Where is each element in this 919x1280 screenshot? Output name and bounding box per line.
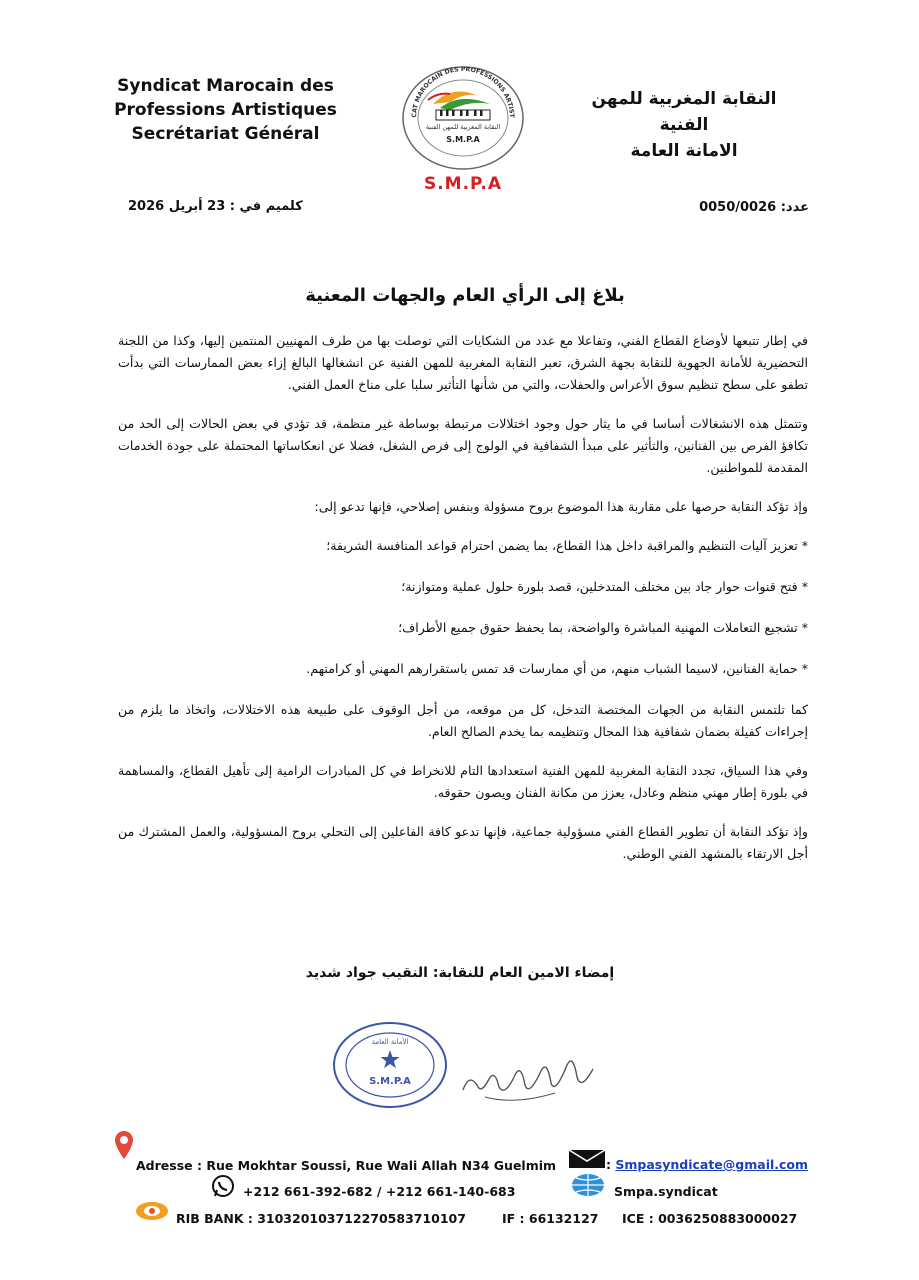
footer-phones: +212 661-392-682 / +212 661-140-683 (243, 1184, 516, 1199)
paragraph: وإذ تؤكد النقابة أن تطوير القطاع الفني مسؤولية جماعية، فإنها تدعو كافة الفاعلين إلى التحلي بروح المسؤولية، والعمل المشترك من أجل الارتقاء بالمشهد الفني الوطني. (118, 824, 808, 861)
org-name-ar-line1: النقابة المغربية للمهن الفنية (591, 89, 777, 135)
email-prefix: : (606, 1157, 611, 1172)
header-arabic (569, 86, 799, 164)
footer-email[interactable] (606, 1157, 808, 1172)
document-body (118, 330, 808, 882)
handwritten-signature (455, 1035, 605, 1110)
signature-line: إمضاء الامين العام للنقابة: النقيب جواد شديد (305, 965, 615, 981)
org-name-fr-line2: Professions Artistiques (114, 100, 337, 120)
footer-rib: RIB BANK : 310320103712270583710107 (176, 1211, 466, 1226)
paragraph: وفي هذا السياق، تجدد النقابة المغربية للمهن الفنية استعدادها التام للانخراط في كل المبادرات الرامية إلى تأهيل القطاع، والمساهمة في بلورة إطار مهني منظم وعادل، يعزز من مكانة الفنان ويصون حقوقه. (118, 763, 808, 800)
org-name-fr-line1: Syndicat Marocain des (117, 76, 334, 96)
footer-website: Smpa.syndicat (614, 1184, 718, 1199)
footer-ice: ICE : 0036250883000027 (622, 1211, 798, 1226)
bullet-item: * حماية الفنانين، لاسيما الشباب منهم، من أي ممارسات قد تمس باستقرارهم المهني أو كرامتهم. (306, 661, 808, 676)
location-pin-icon (114, 1130, 134, 1164)
document-title: بلاغ إلى الرأي العام والجهات المعنية (305, 285, 625, 306)
whatsapp-icon (210, 1174, 236, 1202)
stamp-arabic-text: الأمانة العامة (371, 1038, 409, 1046)
reference-number: عدد: 0050/0026 (699, 200, 809, 215)
globe-icon (570, 1172, 606, 1202)
footer-address: Adresse : Rue Mokhtar Soussi, Rue Wali Allah N34 Guelmim (136, 1158, 557, 1173)
stamp-acronym: S.M.P.A (369, 1076, 411, 1087)
paragraph: وإذ تؤكد النقابة حرصها على مقاربة هذا الموضوع بروح مسؤولة وبنفس إصلاحي، فإنها تدعو إلى: (314, 499, 808, 514)
header-french (98, 74, 353, 146)
document-date: كلميم في : 23 أبريل 2026 (128, 199, 303, 214)
bullet-item: * تشجيع التعاملات المهنية المباشرة والواضحة، بما يحفظ حقوق جميع الأطراف؛ (398, 620, 808, 635)
bullet-item: * تعزيز آليات التنظيم والمراقبة داخل هذا القطاع، بما يضمن احترام قواعد المنافسة الشريفة؛ (326, 538, 808, 553)
footer-if: IF : 66132127 (502, 1211, 599, 1226)
org-name-fr-line3: Secrétariat Général (131, 124, 320, 144)
bank-logo-icon (134, 1200, 170, 1226)
bullet-item: * فتح قنوات حوار جاد بين مختلف المتدخلين، قصد بلورة حلول عملية ومتوازنة؛ (401, 579, 808, 594)
logo-inner-arabic: النقابة المغربية للمهن الفنية (425, 123, 501, 131)
email-link[interactable]: Smpasyndicate@gmail.com (615, 1157, 809, 1172)
logo-arc-text: CAT MAROCAIN DES PROFESSIONS ARTIST (410, 65, 516, 119)
paragraph: وتتمثل هذه الانشغالات أساسا في ما يثار حول وجود اختلالات مرتبطة بوساطة غير منظمة، قد تؤدي في بعض الحالات إلى الحد من تكافؤ الفرص بين الفنانين، والتأثير على مبدأ الشفافية في الولوج إلى فرص الشغل، فضلا عن انعكاساتها المحتملة على جودة الخدمات المقدمة للمواطنين. (118, 416, 808, 475)
official-stamp (330, 1020, 450, 1110)
organization-logo (398, 62, 528, 172)
acronym-red: S.M.P.A (423, 174, 503, 194)
logo-acronym: S.M.P.A (446, 135, 480, 144)
org-name-ar-line2: الامانة العامة (630, 141, 738, 161)
paragraph: كما تلتمس النقابة من الجهات المختصة التدخل، كل من موقعه، من أجل الوقوف على طبيعة هذه الاختلالات، واتخاذ ما يلزم من إجراءات كفيلة بضمان شفافية هذا المجال وتنظيمه بما يخدم الصالح العام. (118, 702, 808, 739)
paragraph: في إطار تتبعها لأوضاع القطاع الفني، وتفاعلا مع عدد من الشكايات التي توصلت بها من طرف المهنيين المنتمين إليها، وكذا من اللجنة التحضيرية للأمانة الجهوية للنقابة بجهة الشرق، تعبر النقابة المغربية للمهن الفنية عن انشغالها البالغ إزاء بعض الممارسات التي بدأت تطفو على سطح تنظيم سوق الأعراس والحفلات، والتي من شأنها التأثير سلبا على مناخ العمل الفني. (118, 333, 808, 392)
